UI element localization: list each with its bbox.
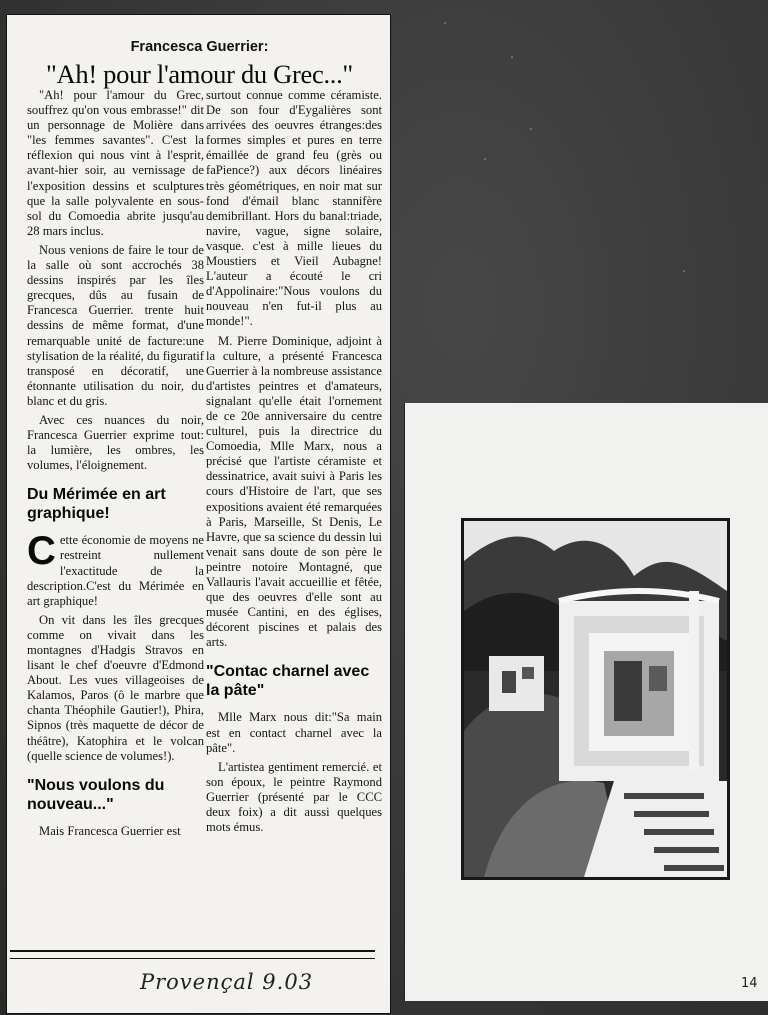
article-kicker: Francesca Guerrier:: [130, 39, 269, 55]
section-subheading: "Nous voulons du nouveau...": [27, 776, 165, 813]
drawing-reproduction: [461, 518, 730, 880]
paragraph-text: ette économie de moyens ne restreint nullement l'exactitude de la description.C'est du Mérimée en art graphique!: [27, 533, 204, 608]
section-subheading: "Contac charnel avec la pâte": [206, 663, 370, 700]
drop-cap: C: [27, 529, 56, 574]
paragraph: "Ah! pour l'amour du Grec, souffrez qu'on vous embrasse!" dit un personnage de Molière dans "les femmes savantes". C'est la réflexion qui nous vint à l'esprit, avant-hier soir, au vernissage de l'exposition dessins et sculptures que la salle polyvalente en sous-sol du Comoedia abrite jusqu'au 28 mars inclus.: [27, 88, 204, 238]
handwritten-source-note: Provençal 9.03: [140, 970, 314, 994]
dust-speck: [444, 22, 446, 24]
greek-village-drawing: [464, 521, 727, 877]
article-headline: "Ah! pour l'amour du Grec...": [46, 59, 353, 89]
paragraph: Nous venions de faire le tour de la salle où sont accrochés 38 dessins inspirés par les îles grecques, dûs au fusain de Francesca Guerrier. trente huit dessins de même format, d'une remarquable unité de facture:une stylisation de la réalité, du figuratif transposé en décoratif, une étonnante utilisation du noir, du blanc et du gris.: [27, 242, 204, 408]
dust-speck: [530, 128, 532, 130]
article-column-right: [206, 88, 382, 839]
section-subheading: Du Mérimée en art graphique!: [27, 486, 166, 523]
article-column-left: [27, 88, 204, 843]
dust-speck: [511, 56, 513, 58]
paragraph: L'artistea gentiment remercié. et son époux, le peintre Raymond Guerrier (présenté par le CCC deux foix) a dit aussi quelques mots émus.: [206, 759, 382, 835]
paragraph-with-dropcap: [27, 529, 204, 608]
paragraph: M. Pierre Dominique, adjoint à la culture, a présenté Francesca Guerrier à la nombreuse assistance d'artistes peintres et d'amateurs, signalant qu'elle était l'ornement de ce 20e anniversaire du centre culturel, puis la directrice du Comoedia, Mlle Marx, nous a précisé que l'artiste céramiste et dessinatrice, avait suivi à Paris les cours d'Histoire de l'art, que ses expositions avaient été remarquées à Paris, Marseille, St Denis, Le Havre, que sa science du dessin lui venait sans doute de son père le peintre notoire Montagné, que Vallauris l'avait accueillie et fêtée, que des oeuvres d'elle sont au musée Cantini, en des églises, décorent piscines et palais des arts.: [206, 333, 382, 650]
dust-speck: [683, 270, 685, 272]
rule-line: [10, 958, 375, 959]
paragraph: On vit dans les îles grecques comme on vivait dans les montagnes d'Hadgis Stravos en lisant le chef d'oeuvre d'Edmond About. Les vues villageoises de Kalamos, Paros (ô le marbre que chanta Théophile Gautier!), Phira, Sipnos (très maquette de décor de théâtre), Katophira et le volcan (quelle science de volumes!).: [27, 612, 204, 763]
rule-line: [10, 950, 375, 952]
paragraph: Avec ces nuances du noir, Francesca Guerrier exprime tout: la lumière, les ombres, les volumes, l'éloignement.: [27, 412, 204, 473]
paragraph: surtout connue comme céramiste. De son four d'Eygalières sont arrivées des oeuvres étranges:des formes simples et pures en terre émaillée de grand feu (grès ou faPience?) aux décors linéaires très géométriques, en noir mat sur fond d'émail blanc stannifère demibrillant. Hors du banal:triade, navire, vague, signe solaire, vasque. c'est à mille lieues du Moustiers et Vieil Aubagne! L'auteur a écouté le cri d'Appolinaire:"Nous voulons du nouveau n'en fut-il plus au monde!".: [206, 88, 382, 329]
paragraph: Mlle Marx nous dit:"Sa main est en contact charnel avec la pâte".: [206, 710, 382, 755]
dust-speck: [484, 158, 486, 160]
paragraph: Mais Francesca Guerrier est: [39, 823, 181, 838]
page-number: 14: [741, 976, 758, 991]
